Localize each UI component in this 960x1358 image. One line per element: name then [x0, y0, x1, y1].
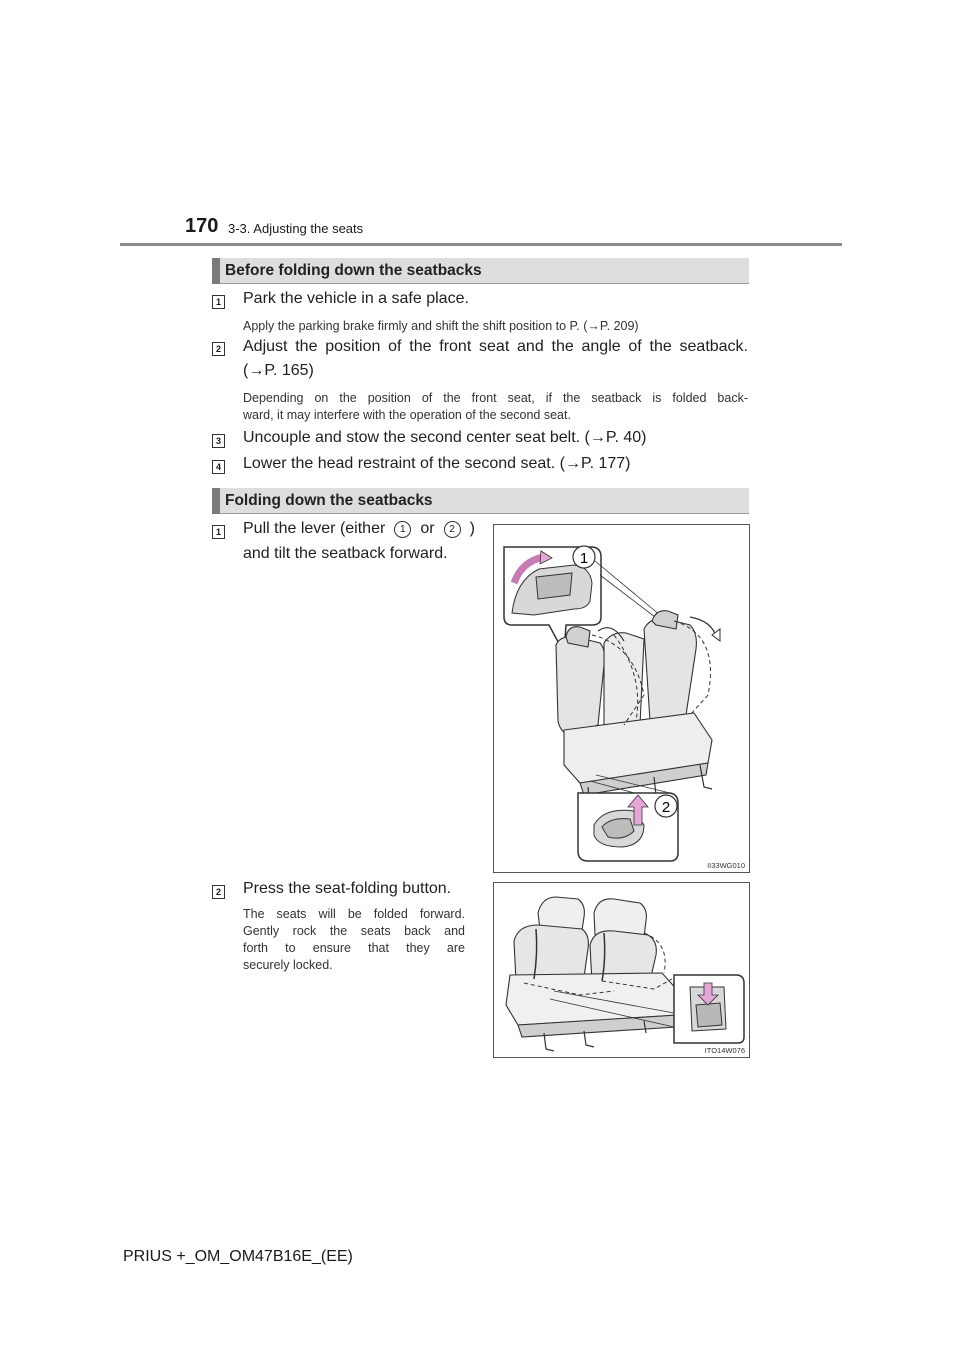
step-note: Gently rock the seats back and	[243, 924, 465, 938]
page-number: 170	[185, 215, 219, 237]
header-rule	[120, 243, 842, 246]
figure-code: ITO14W076	[704, 1046, 745, 1055]
circled-number-1: 1	[394, 521, 411, 538]
chapter-title: 3-3. Adjusting the seats	[228, 221, 364, 236]
section-stripe	[212, 488, 220, 514]
seat-folding-drawing	[494, 883, 749, 1057]
step-text: Uncouple and stow the second center seat belt. (→P. 40)	[243, 429, 647, 446]
step-number: 2	[212, 342, 225, 356]
section-heading-folding	[212, 488, 749, 514]
circled-number-2: 2	[444, 521, 461, 538]
step-text: Lower the head restraint of the second seat. (→P. 177)	[243, 455, 631, 472]
step-note-continued: ward, it may interfere with the operation of the second seat.	[243, 408, 571, 422]
step-text	[243, 520, 475, 538]
seat-lever-drawing	[494, 525, 749, 872]
callout-label-1: 1	[579, 550, 589, 567]
step-note: Depending on the position of the front seat, if the seatback is folded back-	[243, 391, 748, 405]
step-text-continued: and tilt the seatback forward.	[243, 545, 448, 562]
callout-label-2: 2	[661, 799, 671, 816]
section-title: Folding down the seatbacks	[225, 492, 433, 509]
step-text-continued: (→P. 165)	[243, 362, 314, 379]
figure-code: II33WG010	[707, 861, 745, 870]
seat-lever-illustration	[493, 524, 750, 873]
seat-folding-button-illustration	[493, 882, 750, 1058]
step-text-part: )	[469, 520, 475, 537]
step-note: The seats will be folded forward.	[243, 907, 465, 921]
step-number: 1	[212, 295, 225, 309]
step-text-part: or	[420, 520, 435, 537]
step-number: 4	[212, 460, 225, 474]
step-note: Apply the parking brake firmly and shift the shift position to P. (→P. 209)	[243, 319, 639, 333]
step-note: securely locked.	[243, 958, 333, 972]
step-text-part: Pull the lever (either	[243, 520, 386, 537]
step-text: Park the vehicle in a safe place.	[243, 290, 469, 307]
section-stripe	[212, 258, 220, 284]
step-number: 2	[212, 885, 225, 899]
section-heading-before-folding	[212, 258, 749, 284]
step-number: 3	[212, 434, 225, 448]
step-text: Press the seat-folding button.	[243, 880, 452, 897]
section-title: Before folding down the seatbacks	[225, 262, 482, 279]
step-text: Adjust the position of the front seat and the angle of the seatback.	[243, 338, 748, 355]
step-number: 1	[212, 525, 225, 539]
step-note: forth to ensure that they are	[243, 941, 465, 955]
document-footer: PRIUS +_OM_OM47B16E_(EE)	[123, 1248, 353, 1265]
